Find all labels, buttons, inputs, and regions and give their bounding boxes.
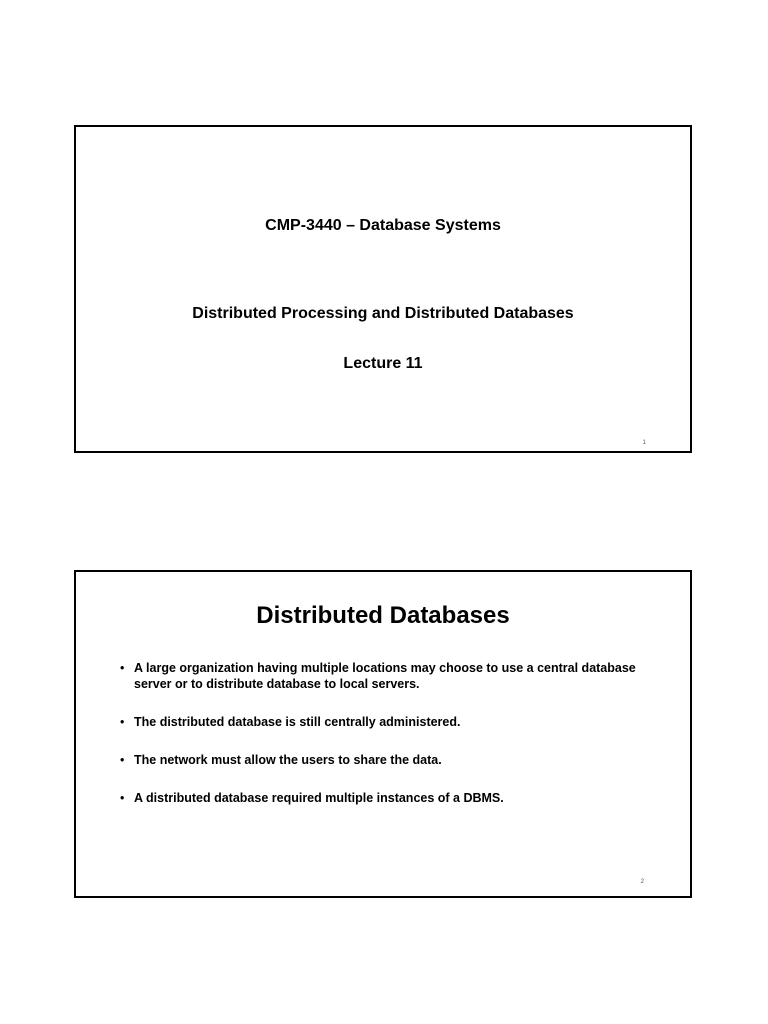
slide-2	[74, 570, 692, 898]
list-item	[120, 714, 640, 730]
slide-page-number: 2	[640, 879, 644, 885]
slide-page-number: 1	[642, 440, 646, 446]
bullet-text: The network must allow the users to share the data.	[134, 753, 442, 767]
list-item	[120, 752, 640, 768]
bullet-text: A distributed database required multiple instances of a DBMS.	[134, 791, 504, 805]
list-item	[120, 660, 640, 692]
bullet-text: A large organization having multiple locations may choose to use a central database server or to distribute database to local servers.	[134, 661, 636, 691]
slide-1	[74, 125, 692, 453]
lecture-number: Lecture 11	[343, 355, 423, 372]
slide-heading: Distributed Databases	[256, 602, 510, 629]
lecture-topic: Distributed Processing and Distributed Databases	[192, 305, 574, 322]
bullet-icon: •	[120, 753, 125, 767]
bullet-icon: •	[120, 661, 125, 675]
bullet-icon: •	[120, 715, 125, 729]
list-item	[120, 790, 640, 806]
bullet-text: The distributed database is still centrally administered.	[134, 715, 461, 729]
bullet-list	[120, 660, 640, 828]
bullet-icon: •	[120, 791, 125, 805]
course-title: CMP-3440 – Database Systems	[265, 217, 501, 234]
